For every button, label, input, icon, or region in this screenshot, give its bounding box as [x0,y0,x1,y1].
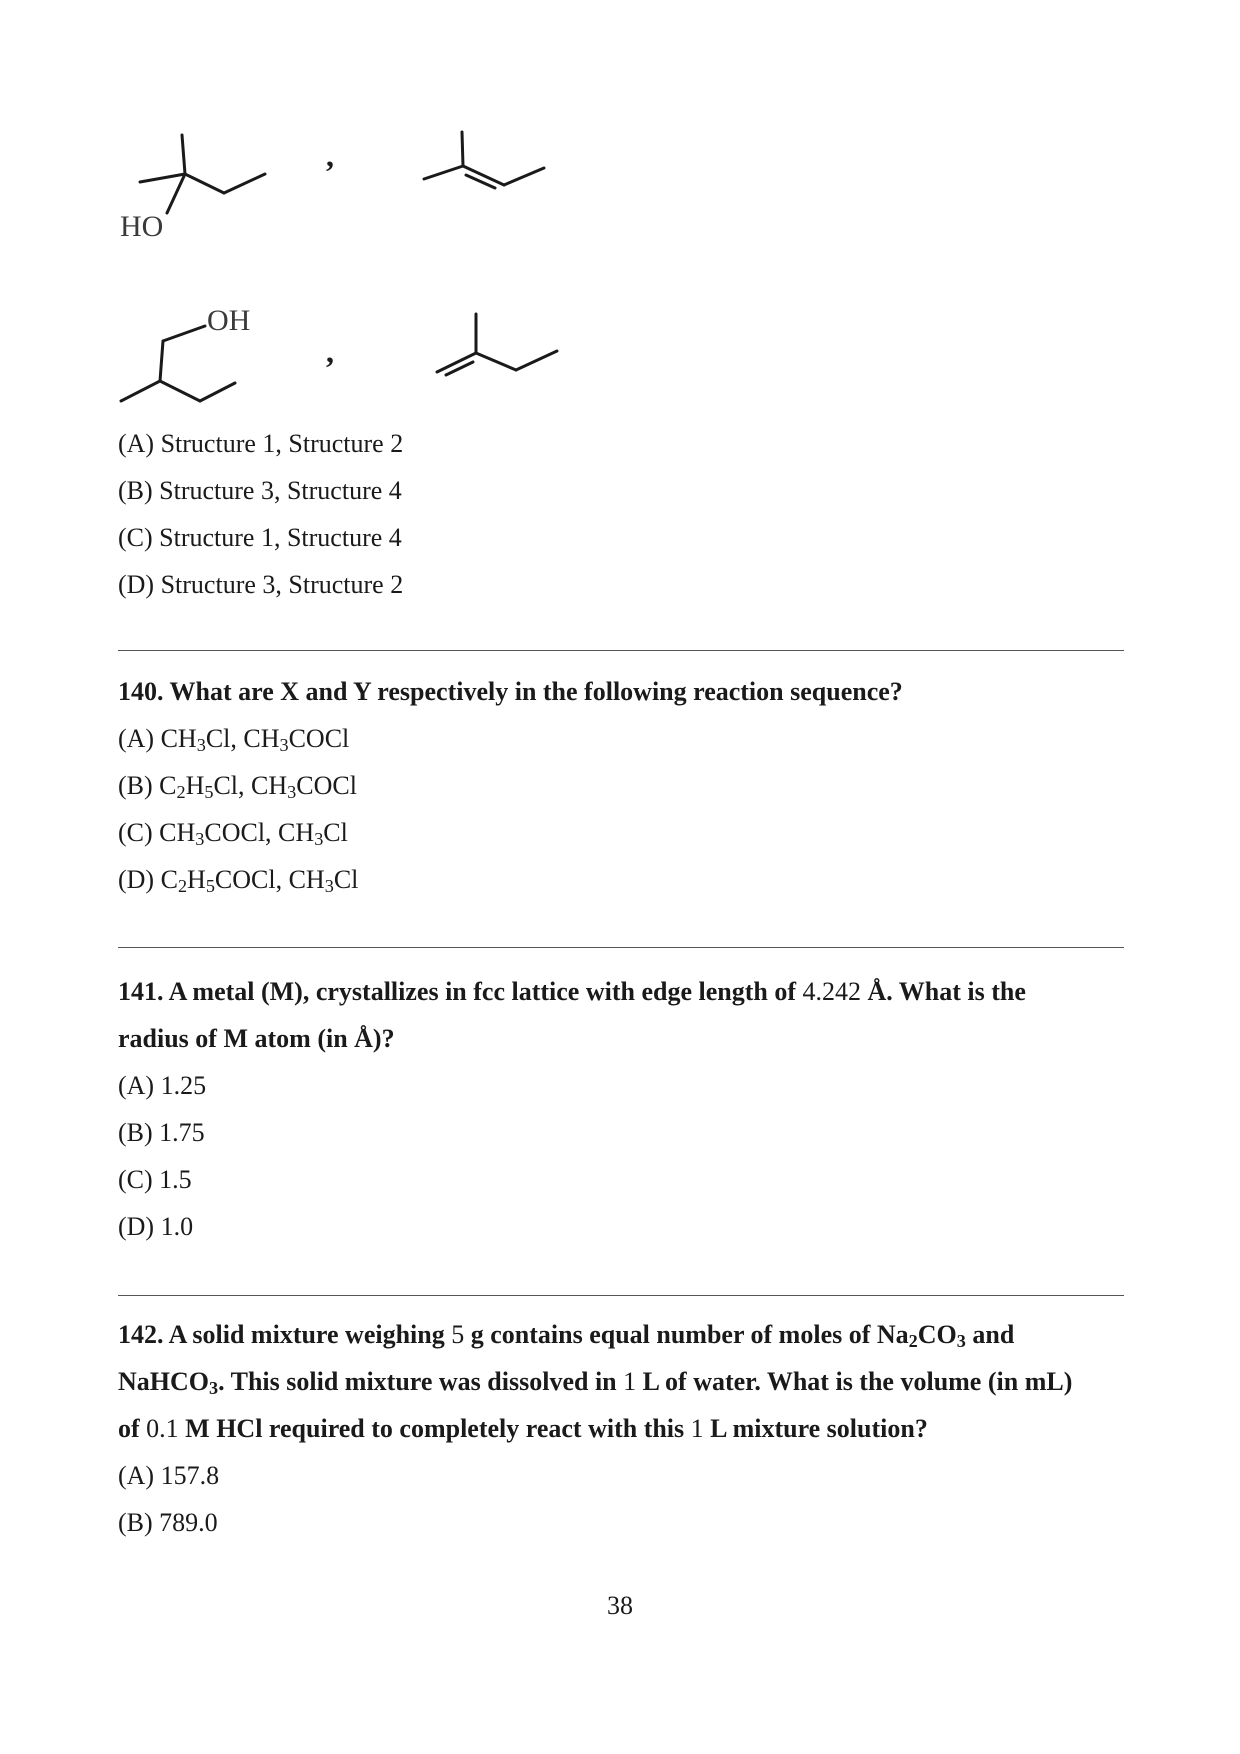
math-number: 4 [388,523,402,552]
text-run: of [118,1414,147,1443]
text-run: NaHCO [118,1367,209,1396]
structure-question-options [118,420,1124,608]
text-run: , Structure [273,476,389,505]
text-run: g contains equal number of moles of Na [464,1320,909,1349]
subscript: 2 [177,876,188,896]
subscript: 3 [956,1331,966,1351]
option-a [118,420,1124,467]
text-run: (C) CH [118,818,196,847]
divider [118,947,1124,948]
structure-4 [437,314,557,375]
option-c [118,514,1124,561]
text-run: (B) C [118,771,177,800]
hydroxyl-label: OH [207,304,251,337]
question-stem [118,1405,1124,1452]
text-run: COCl [288,724,350,753]
text-run: H [185,771,205,800]
structure-3 [121,304,250,401]
subscript: 3 [287,782,297,802]
text-run: , Structure [275,570,391,599]
text-run: M HCl required to completely react with this [178,1414,691,1443]
math-number: 2 [390,570,404,599]
question-140 [118,668,1124,903]
text-run: and [965,1320,1015,1349]
text-run: CO [917,1320,957,1349]
structure-separator: , [326,137,334,173]
bond [424,166,463,179]
structure-1 [120,135,265,243]
text-run: (A) 1.25 [118,1071,207,1100]
text-run: (A) 157.8 [118,1461,220,1490]
option-b [118,762,1124,809]
text-run: COCl, CH [204,818,315,847]
text-run: (D) Structure [118,570,263,599]
text-run: COCl, CH [214,865,325,894]
bond [167,174,185,213]
text-run: (D) 1.0 [118,1212,194,1241]
math-number: 1 [623,1367,637,1396]
question-stem [118,1311,1124,1358]
text-run: COCl [296,771,357,800]
question-stem [118,1015,1124,1062]
subscript: 3 [324,876,334,896]
option-b [118,467,1124,514]
page-number: 38 [607,1591,633,1620]
math-number: 4 [388,476,402,505]
math-number: 3 [260,476,274,505]
option-d [118,561,1124,608]
text-run: Cl, CH [205,724,280,753]
text-run: Å. What is the [861,977,1026,1006]
subscript: 5 [205,876,215,896]
bond [160,341,163,381]
bond [140,174,185,182]
subscript: 5 [204,782,214,802]
structure-2 [424,132,544,188]
text-run: Cl [333,865,359,894]
bond [504,168,544,185]
text-run: Cl [323,818,348,847]
text-run: (A) CH [118,724,197,753]
option-d [118,856,1124,903]
math-number: 5 [451,1320,465,1349]
text-run: (D) C [118,865,178,894]
bond [185,174,224,193]
text-run: (C) Structure [118,523,261,552]
question-stem [118,668,1124,715]
text-run: (B) 1.75 [118,1118,205,1147]
math-number: 4.242 [802,977,861,1006]
text-run: (A) Structure [118,429,263,458]
text-run: H [187,865,206,894]
math-number: 3 [262,570,276,599]
text-run: . This solid mixture was dissolved in [218,1367,624,1396]
bond [476,353,516,370]
text-run: L of water. What is the volume (in mL) [636,1367,1073,1396]
math-number: 1 [690,1414,704,1443]
divider [118,650,1124,651]
bond [121,381,160,401]
bond [160,381,200,401]
structures-figure [0,0,700,420]
question-stem [118,968,1124,1015]
option-b [118,1109,1124,1156]
double-bond-line [446,362,473,375]
bond [224,174,265,193]
option-d [118,1203,1124,1250]
hydroxyl-label: HO [120,210,164,243]
double-bond-line [466,175,495,188]
bond [462,132,463,166]
subscript: 3 [279,735,289,755]
divider [118,1295,1124,1296]
subscript: 3 [314,829,324,849]
question-stem [118,1358,1124,1405]
question-141 [118,968,1124,1250]
math-number: 2 [390,429,404,458]
text-run: (B) 789.0 [118,1508,218,1537]
subscript: 2 [176,782,186,802]
text-run: (C) 1.5 [118,1165,192,1194]
math-number: 0.1 [146,1414,179,1443]
text-run: L mixture solution? [703,1414,928,1443]
subscript: 3 [195,829,205,849]
text-run: , Structure [273,523,389,552]
option-a [118,1062,1124,1109]
subscript: 3 [196,735,206,755]
text-run: 142. A solid mixture weighing [118,1320,452,1349]
option-c [118,1156,1124,1203]
math-number: 1 [260,523,274,552]
option-c [118,809,1124,856]
bond [163,326,205,341]
option-a [118,715,1124,762]
math-number: 1 [262,429,276,458]
text-run: 140. What are X and Y respectively in the following reaction sequence? [118,677,903,706]
option-b [118,1499,1124,1546]
subscript: 3 [209,1378,219,1398]
text-run: (B) Structure [118,476,261,505]
structure-separator: , [326,333,334,369]
text-run: , Structure [275,429,391,458]
text-run: radius of M atom (in Å)? [118,1024,395,1053]
subscript: 2 [908,1331,918,1351]
bond [200,383,235,401]
text-run: Cl, CH [213,771,288,800]
bond [516,351,557,370]
text-run: 141. A metal (M), crystallizes in fcc lattice with edge length of [118,977,803,1006]
question-142 [118,1311,1124,1546]
bond [182,135,185,174]
option-a [118,1452,1124,1499]
